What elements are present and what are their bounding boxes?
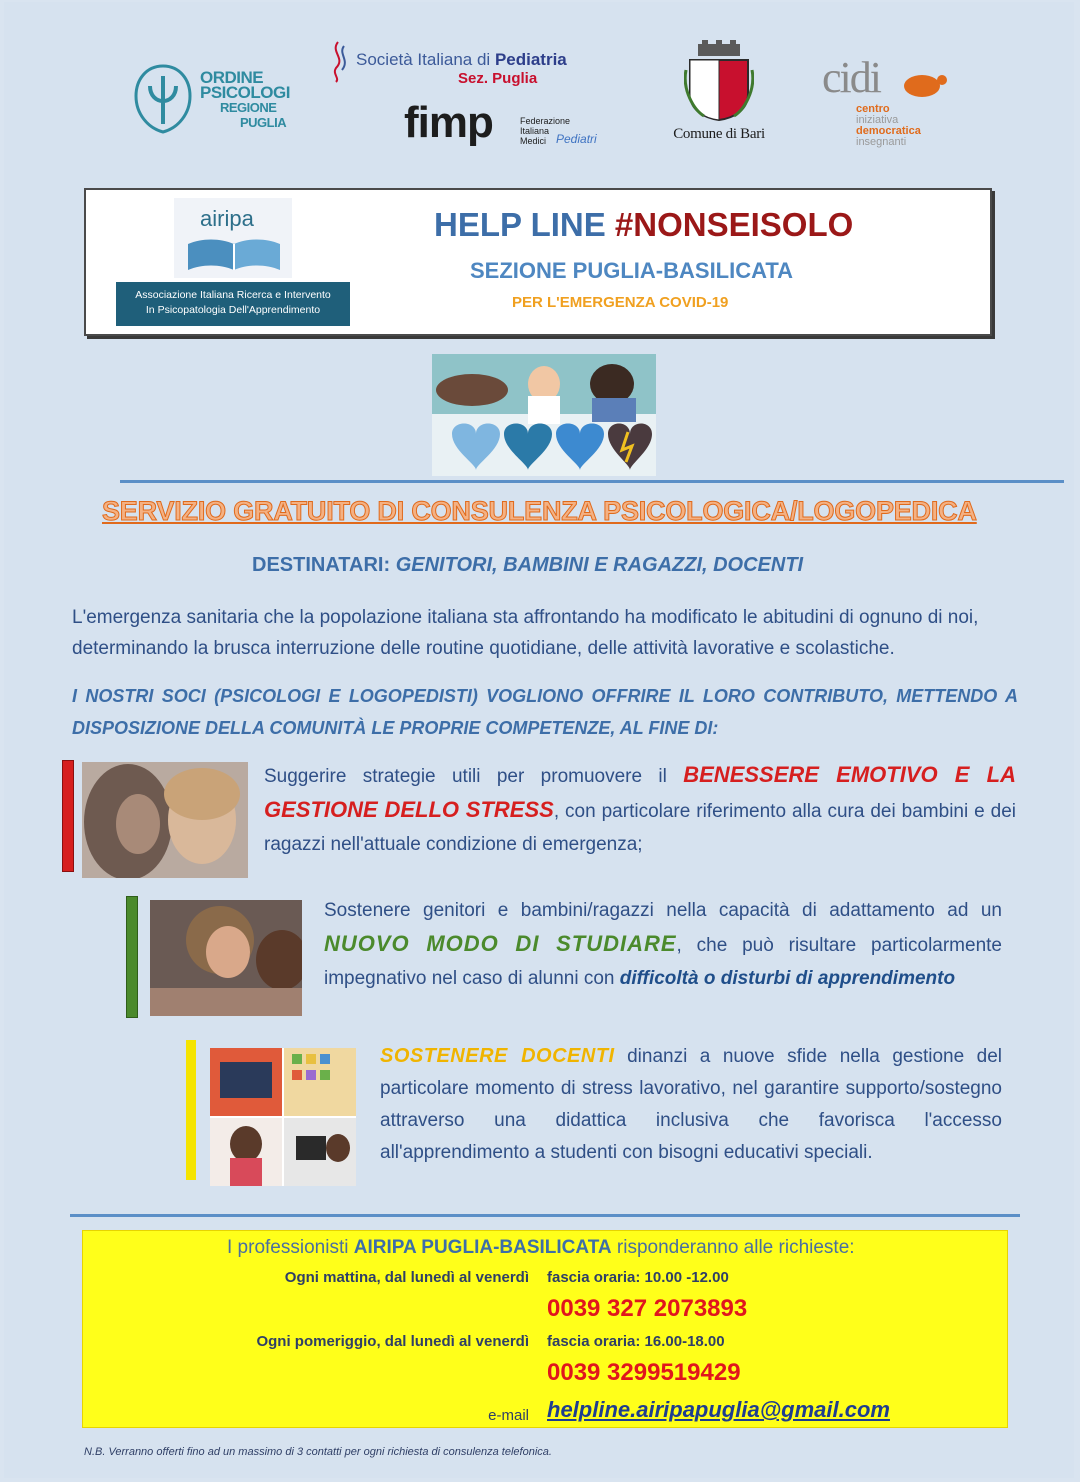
afternoon-phone[interactable]: 0039 3299519429	[547, 1359, 741, 1386]
comune-bari-logo	[654, 40, 784, 150]
morning-phone[interactable]: 0039 327 2073893	[547, 1295, 748, 1322]
recipients-label: DESTINATARI:	[252, 554, 396, 576]
ordine-psicologi-emblem-icon	[132, 62, 194, 136]
feature-1-lead: Suggerire strategie utili per promuovere il	[264, 766, 684, 787]
feature-2-highlight-2: difficoltà o disturbi di apprendimento	[619, 968, 956, 989]
feature-1-text	[264, 758, 1016, 861]
turtle-icon	[900, 68, 948, 98]
feature-2-rest: , che può risultare particolarmente impegnativo nel caso di alunni con	[324, 935, 1002, 989]
feature-3-rest: dinanzi a nuove sfide nella gestione del particolare momento di stress lavorativo, nel garantire supporto/sostegno attraverso una didattica inclusiva che favorisca l'accesso all'apprendimento a studenti con bisogni educativi speciali.	[380, 1046, 1002, 1163]
mother-child-photo	[82, 762, 248, 878]
cidi-line-3: democratica	[856, 125, 921, 137]
feature-1-highlight: BENESSERE EMOTIVO E LA GESTIONE DELLO STRESS	[264, 762, 1016, 822]
fimp-line-2: Italiana	[520, 126, 550, 136]
recipients-line	[252, 554, 803, 577]
sip-name-pediatria: Pediatria	[494, 50, 567, 69]
footer-note: N.B. Verranno offerti fino ad un massimo di 3 contatti per ogni richiesta di consulenza telefonica.	[84, 1446, 552, 1458]
contact-intro	[227, 1237, 855, 1259]
contact-intro-org: AIRIPA PUGLIA-BASILICATA	[353, 1237, 612, 1258]
recipients-value: GENITORI, BAMBINI E RAGAZZI, DOCENTI	[395, 554, 804, 576]
airipa-description	[116, 282, 350, 326]
fimp-pediatri: Pediatri	[556, 132, 597, 146]
feature-1-bar	[62, 760, 74, 872]
comune-bari-name: Comune di Bari	[673, 126, 765, 142]
airipa-logo	[174, 198, 292, 278]
ordine-psicologi-logo	[200, 70, 290, 130]
sip-section: Sez. Puglia	[458, 70, 538, 87]
fimp-line-3: Medici	[520, 136, 547, 146]
bari-coat-of-arms-icon	[684, 40, 754, 122]
cidi-logo	[822, 53, 962, 152]
helpline-title-prefix: HELP LINE	[434, 206, 615, 243]
feature-2-highlight: NUOVO MODO DI STUDIARE	[324, 931, 677, 956]
cidi-line-4: insegnanti	[856, 136, 907, 148]
helpline-title	[434, 206, 853, 244]
fimp-line-1: Federazione	[520, 116, 571, 126]
feature-3-highlight: SOSTENERE DOCENTI	[380, 1045, 615, 1067]
morning-time: fascia oraria: 10.00 -12.00	[547, 1269, 729, 1286]
helpline-subtitle: SEZIONE PUGLIA-BASILICATA	[470, 258, 794, 283]
email-label: e-mail	[488, 1407, 529, 1424]
feature-2-text	[324, 894, 1002, 995]
teacher-collage-photo	[210, 1048, 356, 1186]
fimp-word: fimp	[404, 98, 493, 147]
ordine-line-4: PUGLIA	[240, 115, 287, 130]
open-book-icon	[184, 236, 284, 276]
parent-child-study-photo	[150, 900, 302, 1016]
contact-box	[82, 1230, 1008, 1428]
email-link[interactable]: helpline.airipapuglia@gmail.com	[547, 1397, 890, 1422]
sip-logo	[326, 38, 566, 88]
afternoon-time: fascia oraria: 16.00-18.00	[547, 1333, 725, 1350]
flyer-page	[4, 2, 1074, 1478]
service-title: SERVIZIO GRATUITO DI CONSULENZA PSICOLOGICA/LOGOPEDICA	[102, 496, 977, 526]
sip-name: Società Italiana di	[356, 50, 491, 69]
feature-2-lead: Sostenere genitori e bambini/ragazzi nella capacità di adattamento ad un	[324, 900, 1002, 921]
fimp-logo	[404, 98, 614, 154]
ordine-line-3: REGIONE	[220, 100, 277, 115]
helpline-hashtag: #NONSEISOLO	[614, 206, 854, 243]
ordine-line-2: PSICOLOGI	[200, 83, 290, 102]
cidi-line-1: centro	[856, 103, 890, 115]
helpline-header-box	[84, 188, 992, 336]
contact-intro-c: risponderanno alle richieste:	[611, 1237, 855, 1258]
ordine-line-1: ORDINE	[200, 68, 264, 87]
contact-intro-a: I professionisti	[227, 1237, 354, 1258]
afternoon-label: Ogni pomeriggio, dal lunedì al venerdì	[256, 1333, 529, 1350]
intro-paragraph: L'emergenza sanitaria che la popolazione italiana sta affrontando ha modificato le abitudini di ognuno di noi, determinando la brusca interruzione delle routine quotidiane, delle attività lavorative e scolastiche.	[72, 607, 979, 659]
family-hearts-illustration	[432, 354, 656, 476]
cidi-line-2: iniziativa	[856, 114, 899, 126]
feature-2-bar	[126, 896, 138, 1018]
airipa-word: airipa	[200, 206, 254, 231]
feature-1-rest: , con particolare riferimento alla cura dei bambini e dei ragazzi nell'attuale condizione di emergenza;	[264, 801, 1017, 855]
cidi-word: cidi	[822, 53, 880, 102]
airipa-desc-line-1: Associazione Italiana Ricerca e Intervento	[135, 289, 331, 301]
members-paragraph: I NOSTRI SOCI (PSICOLOGI E LOGOPEDISTI) VOGLIONO OFFRIRE IL LORO CONTRIBUTO, METTENDO A DISPOSIZIONE DELLA COMUNITÀ LE PROPRIE COMPETENZE, AL FINE DI:	[72, 686, 1018, 738]
feature-3-bar	[186, 1040, 196, 1180]
divider-top	[120, 480, 1064, 483]
divider-bottom	[70, 1214, 1020, 1217]
sip-figure-icon	[326, 38, 352, 84]
morning-label: Ogni mattina, dal lunedì al venerdì	[284, 1269, 529, 1286]
helpline-covid-subtitle: PER L'EMERGENZA COVID-19	[512, 294, 729, 311]
airipa-desc-line-2: In Psicopatologia Dell'Apprendimento	[145, 304, 321, 316]
feature-3-text	[380, 1040, 1002, 1169]
